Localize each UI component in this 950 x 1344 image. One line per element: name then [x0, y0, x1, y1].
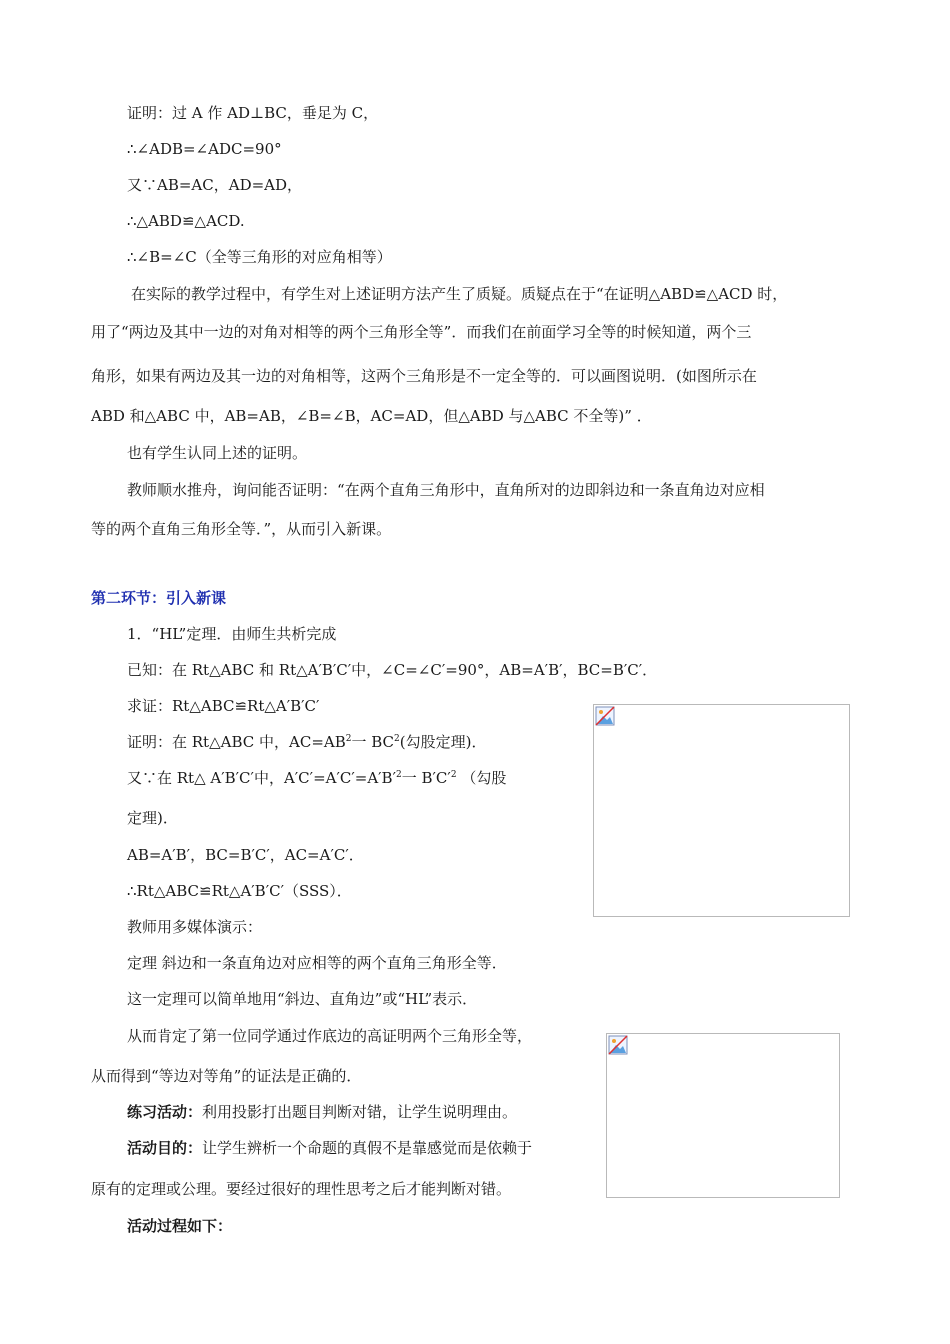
hl-proof-b: 一 BC [351, 733, 395, 751]
broken-image-icon [608, 1035, 628, 1055]
proof-line-4: ∴△ABD≌△ACD. [127, 212, 245, 230]
hl-eq: AB=A′B′，BC=B′C′，AC=A′C′． [127, 846, 364, 864]
para1-line-2: 用了“两边及其中一边的对角对相等的两个三角形全等”．而我们在前面学习全等的时候知道，两个三 [91, 323, 752, 341]
hl-proof-a: 证明：在 Rt△ABC 中，AC=AB [127, 733, 346, 751]
hl-again-a: 又∵在 Rt△ A′B′C′中，A′C′=A′C′=A′B′ [127, 769, 396, 787]
hl-again-cont: 定理)． [127, 809, 178, 827]
hl-again [127, 768, 506, 788]
para3-line-1: 教师顺水推舟，询问能否证明：“在两个直角三角形中，直角所对的边即斜边和一条直角边对应相 [127, 481, 765, 499]
hl-title: 1．“HL”定理．由师生共析完成 [127, 625, 337, 643]
hl-conclude: ∴Rt△ABC≌Rt△A′B′C′（SSS）． [127, 882, 352, 900]
sup-c: 2 [396, 770, 402, 780]
sup-a: 2 [345, 734, 352, 744]
purpose-cont: 原有的定理或公理。要经过很好的理性思考之后才能判断对错。 [91, 1180, 512, 1198]
para1-line-4: ABD 和△ABC 中，AB=AB，∠B=∠B，AC=AD，但△ABD 与△ABC 不全等)” ． [91, 407, 652, 425]
sup-b: 2 [394, 734, 400, 744]
hl-affirm-1: 从而肯定了第一位同学通过作底边的高证明两个三角形全等， [127, 1027, 533, 1045]
para1-line-3: 角形，如果有两边及其一边的对角相等，这两个三角形是不一定全等的．可以画图说明．(如图所示在 [91, 367, 757, 385]
hl-again-b: 一 B′C′ [401, 769, 451, 787]
exercise-label: 练习活动： [127, 1103, 203, 1121]
hl-proof-c: (勾股定理)． [399, 733, 487, 751]
exercise [127, 1102, 517, 1122]
hl-demo: 教师用多媒体演示： [127, 918, 263, 936]
para3-line-2: 等的两个直角三角形全等．”，从而引入新课。 [91, 520, 392, 538]
purpose-label: 活动目的： [127, 1139, 203, 1157]
para1-line-1: 在实际的教学过程中，有学生对上述证明方法产生了质疑。质疑点在于“在证明△ABD≌△ACD 时， [131, 285, 788, 303]
broken-image-icon [595, 706, 615, 726]
hl-again-c: （勾股 [461, 769, 507, 787]
purpose-text: 让学生辨析一个命题的真假不是靠感觉而是依赖于 [202, 1139, 533, 1157]
process-label: 活动过程如下： [127, 1217, 233, 1235]
section-heading: 第二环节：引入新课 [91, 589, 227, 607]
hl-theorem: 定理 斜边和一条直角边对应相等的两个直角三角形全等． [127, 954, 507, 972]
proof-line-1: 证明：过 A 作 AD⊥BC，垂足为 C， [127, 104, 379, 122]
proof-line-2: ∴∠ADB=∠ADC=90° [127, 140, 282, 158]
hl-given: 已知：在 Rt△ABC 和 Rt△A′B′C′中，∠C=∠C′=90°，AB=A′B′，BC=B′C′． [127, 661, 658, 679]
figure-placeholder-2 [606, 1033, 840, 1198]
figure-placeholder-1 [593, 704, 850, 917]
hl-prove: 求证：Rt△ABC≌Rt△A′B′C′ [127, 697, 320, 715]
hl-proof [127, 732, 486, 752]
exercise-text: 利用投影打出题目判断对错，让学生说明理由。 [202, 1103, 518, 1121]
proof-line-5: ∴∠B=∠C（全等三角形的对应角相等） [127, 248, 392, 266]
purpose [127, 1138, 532, 1158]
proof-line-3: 又∵AB=AC，AD=AD， [127, 176, 303, 194]
hl-express: 这一定理可以简单地用“斜边、直角边”或“HL”表示． [127, 990, 478, 1008]
para2: 也有学生认同上述的证明。 [127, 444, 308, 462]
hl-affirm-2: 从而得到“等边对等角”的证法是正确的． [91, 1067, 362, 1085]
sup-d: 2 [450, 770, 457, 780]
